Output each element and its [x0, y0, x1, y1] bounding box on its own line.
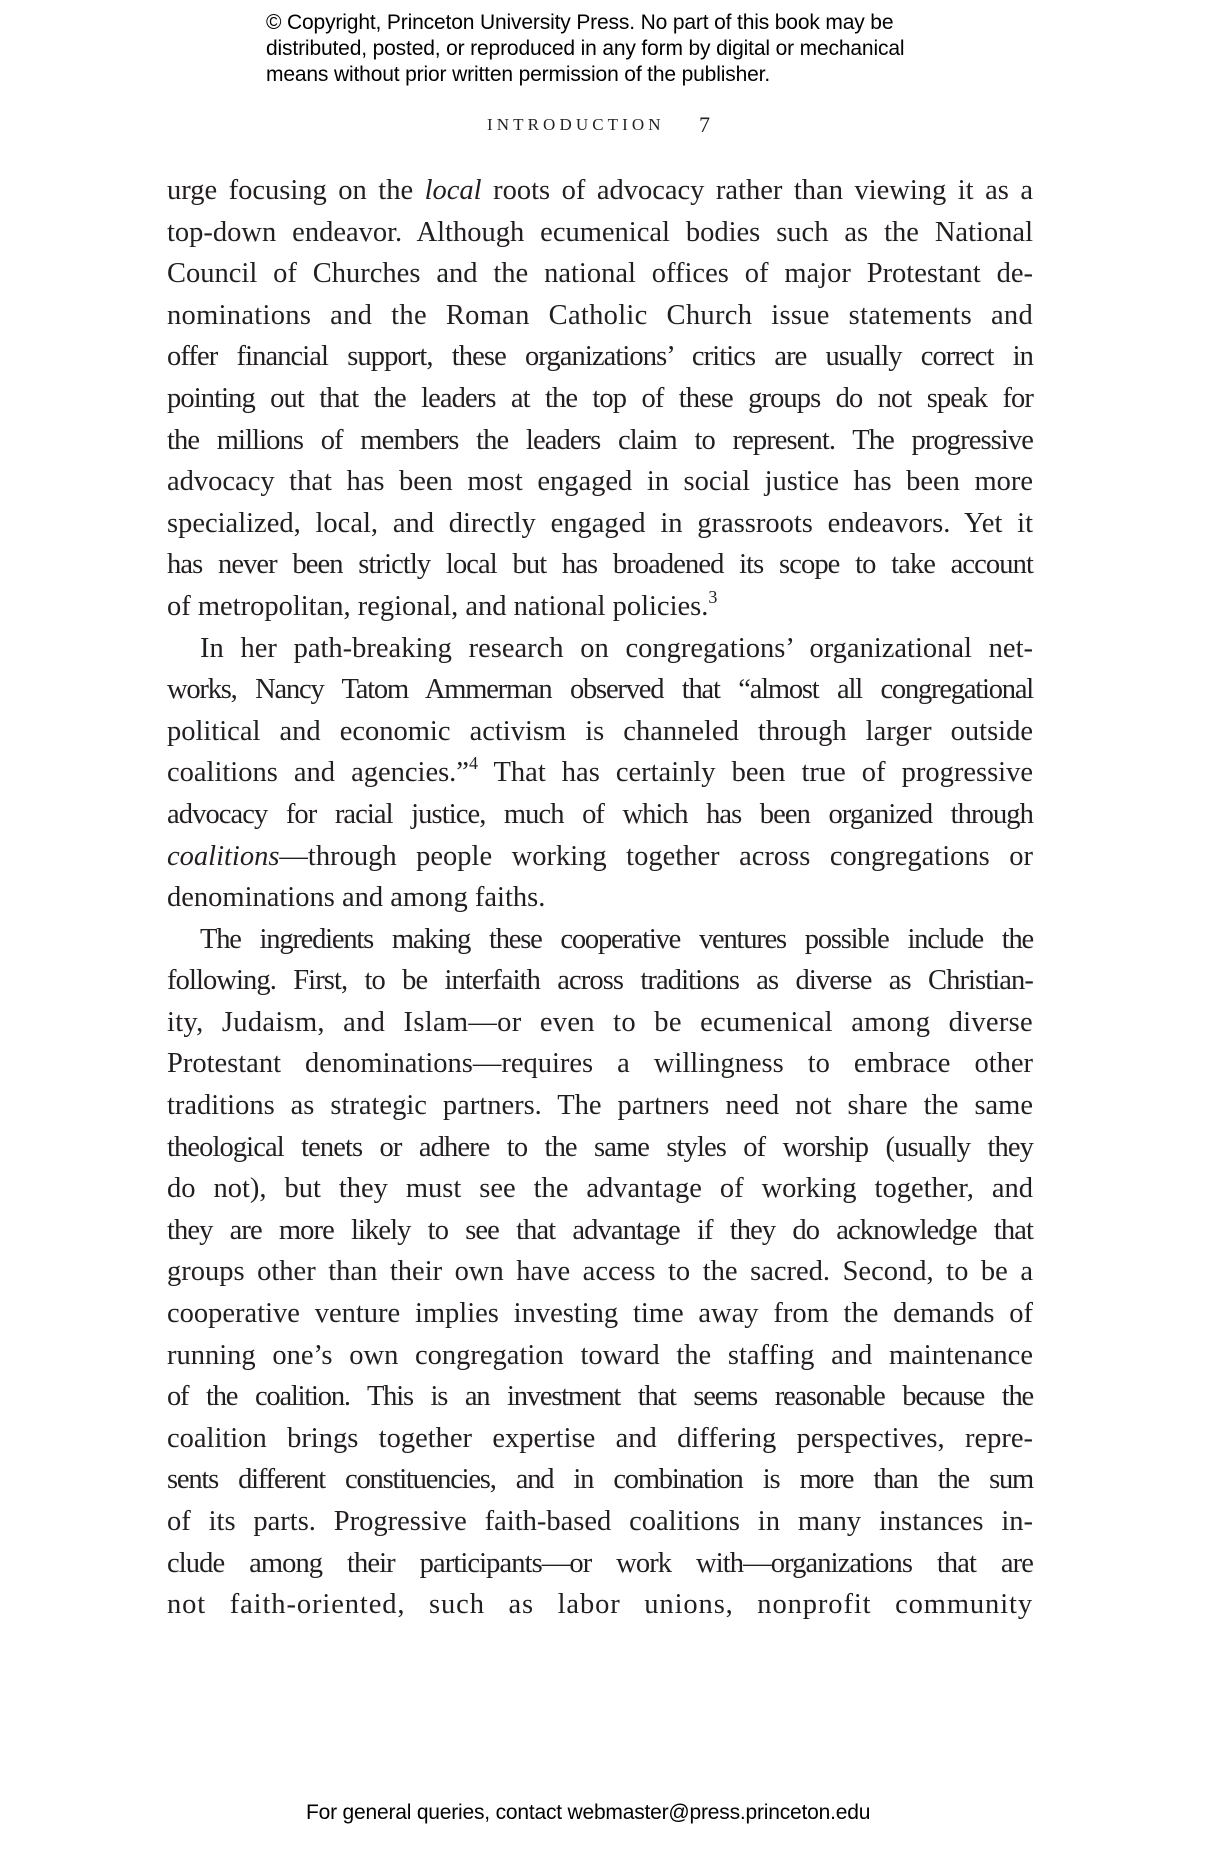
running-head: [0, 112, 1225, 142]
copyright-line: distributed, posted, or reproduced in any form by digital or mechanical: [266, 37, 905, 60]
text-line: running one’s own congregation toward the staffing and maintenance: [167, 1339, 1033, 1371]
text-line: [167, 170, 1033, 212]
text-line: of its parts. Progressive faith-based coalitions in many instances in-: [167, 1506, 1033, 1537]
text-run: urge focusing on the: [167, 175, 425, 206]
copyright-line: © Copyright, Princeton University Press. No part of this book may be: [266, 11, 894, 34]
text-run: of metropolitan, regional, and national policies.: [167, 590, 709, 622]
copyright-notice: [266, 10, 986, 88]
text-line: political and economic activism is channeled through larger outside: [167, 715, 1033, 747]
text-line: Protestant denominations—requires a willingness to embrace other: [167, 1048, 1033, 1080]
text-line: works, Nancy Tatom Ammerman observed that “almost all congregational: [167, 674, 1033, 706]
text-line: theological tenets or adhere to the same styles of worship (usually they: [167, 1131, 1033, 1163]
text-line: clude among their participants—or work with—organizations that are: [167, 1547, 1033, 1579]
text-line: [167, 836, 1033, 878]
text-line: traditions as strategic partners. The partners need not share the same: [167, 1090, 1033, 1122]
text-line: not faith-oriented, such as labor unions, nonprofit community: [167, 1589, 1033, 1621]
text-line: [167, 752, 1033, 794]
footnote-ref-4[interactable]: 4: [468, 753, 478, 774]
footer-contact: [306, 1800, 870, 1826]
text-line: sents different constituencies, and in combination is more than the sum: [167, 1464, 1033, 1496]
chapter-title: INTRODUCTION: [487, 115, 665, 134]
paragraph-1: [167, 170, 1033, 628]
copyright-line: means without prior written permission of the publisher.: [266, 63, 771, 86]
text-run: coalitions and agencies.”: [167, 757, 469, 789]
body-text: [167, 170, 1033, 1626]
text-line: offer financial support, these organizations’ critics are usually correct in: [167, 341, 1033, 373]
text-line: groups other than their own have access to the sacred. Second, to be a: [167, 1256, 1033, 1288]
text-line: The ingredients making these cooperative ventures possible include the: [200, 923, 1033, 955]
text-line: of the coalition. This is an investment that seems reasonable because the: [167, 1381, 1033, 1413]
text-line: [167, 586, 1033, 628]
text-line: specialized, local, and directly engaged in grassroots endeavors. Yet it: [167, 507, 1033, 539]
text-line: ity, Judaism, and Islam—or even to be ecumenical among diverse: [167, 1006, 1033, 1038]
footnote-ref-3[interactable]: 3: [708, 586, 718, 607]
text-line: pointing out that the leaders at the top of these groups do not speak for: [167, 382, 1033, 414]
text-line: denominations and among faiths.: [167, 882, 546, 914]
text-run: roots of advocacy rather than viewing it as a: [481, 175, 1033, 206]
page-number: 7: [699, 112, 710, 137]
text-line: nominations and the Roman Catholic Church issue statements and: [167, 299, 1033, 331]
text-line: coalition brings together expertise and differing perspectives, repre-: [167, 1422, 1033, 1454]
text-run: —through people working together across congregations or: [279, 840, 1033, 872]
text-run: That has certainly been true of progressive: [477, 757, 1033, 789]
paragraph-2: [167, 628, 1033, 919]
emphasis-coalitions: coalitions: [167, 840, 280, 872]
emphasis-local: local: [424, 175, 482, 206]
text-line: they are more likely to see that advantage if they do acknowledge that: [167, 1214, 1033, 1246]
text-line: the millions of members the leaders claim to represent. The progressive: [167, 424, 1033, 456]
paragraph-3: [167, 919, 1033, 1626]
text-line: In her path-breaking research on congregations’ organizational net-: [200, 632, 1033, 664]
text-line: Council of Churches and the national offices of major Protestant de-: [167, 258, 1033, 290]
text-line: do not), but they must see the advantage of working together, and: [167, 1173, 1033, 1205]
footer-text: For general queries, contact webmaster@press.princeton.edu: [306, 1801, 871, 1824]
text-line: top-down endeavor. Although ecumenical bodies such as the National: [167, 216, 1033, 248]
text-line: advocacy for racial justice, much of which has been organized through: [167, 798, 1033, 830]
text-line: advocacy that has been most engaged in social justice has been more: [167, 466, 1033, 498]
text-line: following. First, to be interfaith across traditions as diverse as Christian-: [167, 965, 1033, 997]
text-line: cooperative venture implies investing time away from the demands of: [167, 1298, 1033, 1330]
text-line: has never been strictly local but has broadened its scope to take account: [167, 549, 1033, 581]
